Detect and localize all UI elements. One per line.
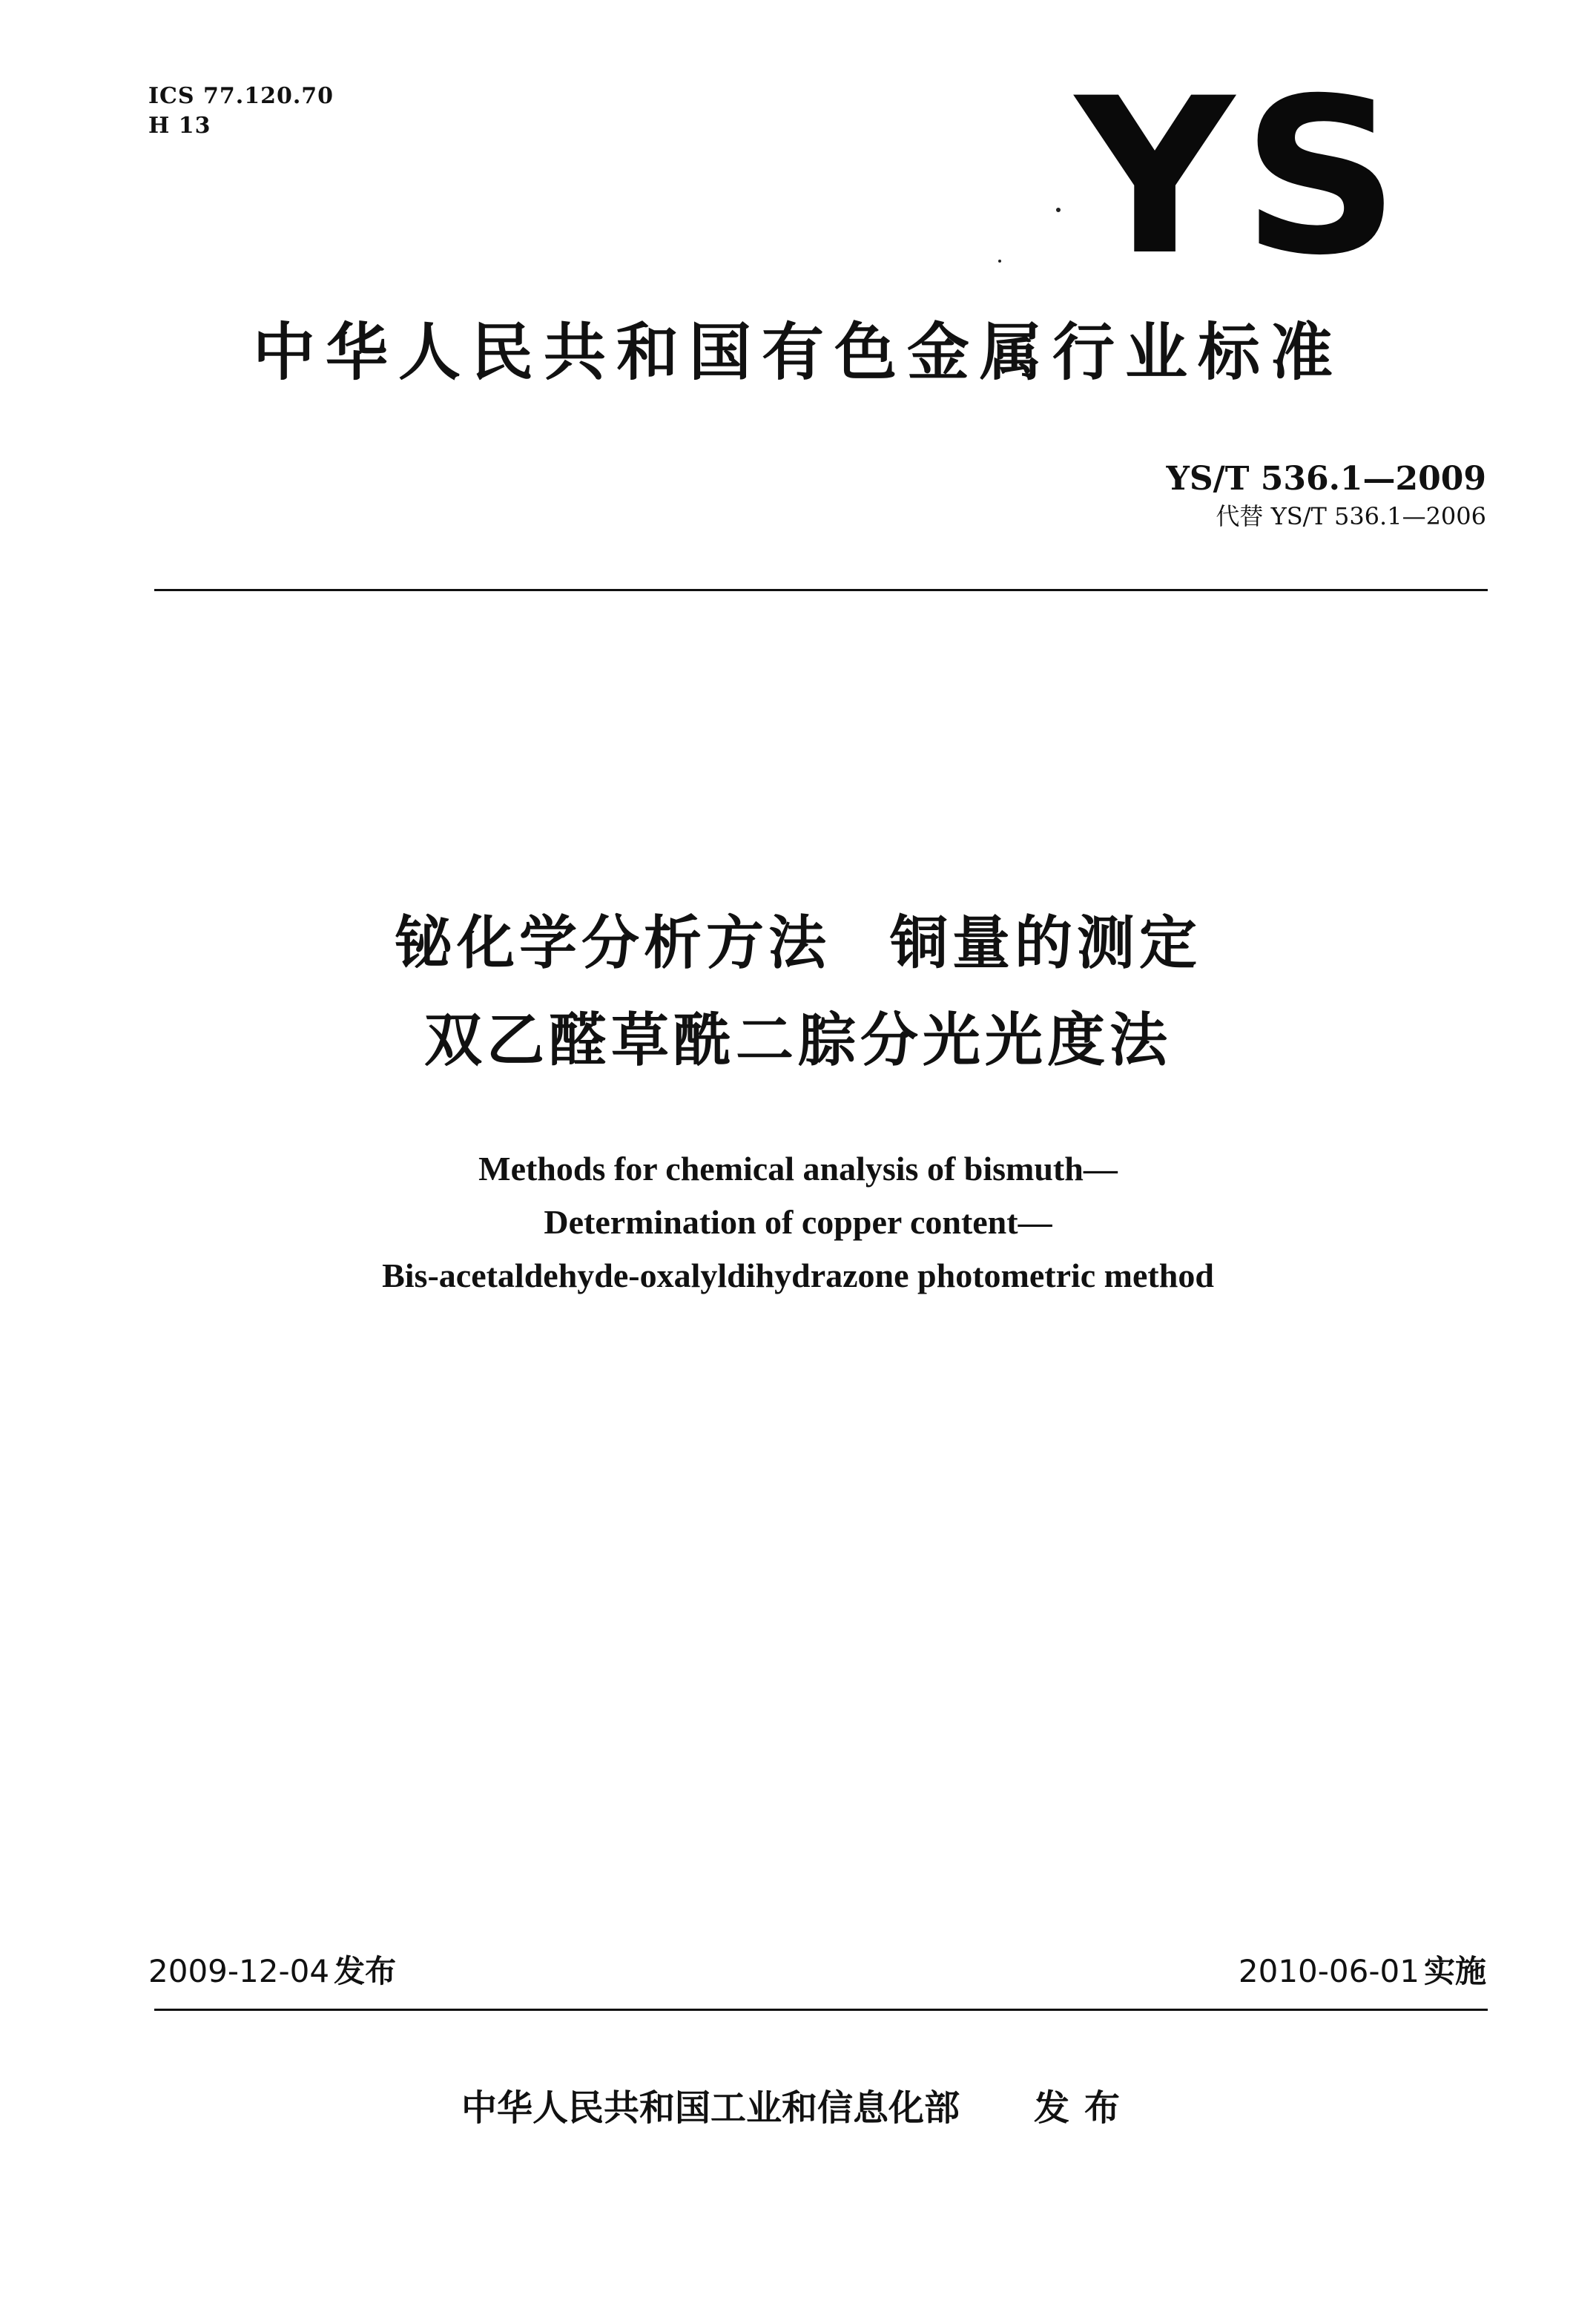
replaces-label: 代替 xyxy=(1216,502,1264,530)
industry-standard-title: 中华人民共和国有色金属行业标准 xyxy=(252,316,1343,389)
title-cn-line1 xyxy=(0,906,1596,981)
issuer-action: 发布 xyxy=(1034,2087,1135,2129)
effective-date: 2010-06-01 xyxy=(1238,1953,1419,1989)
issue-date: 2009-12-04 xyxy=(148,1953,330,1989)
title-cn-line2: 双乙醛草酰二腙分光光度法 xyxy=(423,1007,1172,1074)
title-cn-determination: 铜量的测定 xyxy=(890,910,1202,977)
classification-codes xyxy=(148,82,334,141)
title-cn-subject: 铋化学分析方法 xyxy=(394,910,831,977)
ics-code: ICS 77.120.70 xyxy=(148,83,334,109)
ys-logo: YS xyxy=(1075,53,1408,303)
replaces-number: YS/T 536.1—2006 xyxy=(1270,502,1486,530)
ccs-code: H 13 xyxy=(148,113,211,139)
issue-date-line xyxy=(148,1951,396,1992)
scan-speck xyxy=(998,260,1001,263)
standard-number: YS/T 536.1—2009 xyxy=(1166,460,1486,498)
title-en-line1: Methods for chemical analysis of bismuth— xyxy=(478,1150,1118,1188)
scan-speck xyxy=(1056,208,1061,212)
issuer-name: 中华人民共和国工业和信息化部 xyxy=(461,2087,960,2129)
footer-divider xyxy=(154,2009,1488,2011)
effective-label: 实施 xyxy=(1423,1953,1486,1989)
issuer-line xyxy=(0,2084,1596,2132)
effective-date-line xyxy=(1239,1951,1486,1992)
issue-label: 发布 xyxy=(334,1953,397,1989)
title-en-line3: Bis-acetaldehyde-oxalyldihydrazone photometric method xyxy=(382,1257,1214,1294)
header-divider xyxy=(154,589,1488,591)
replaces-line xyxy=(1216,501,1486,531)
title-en-line2: Determination of copper content— xyxy=(544,1203,1052,1241)
